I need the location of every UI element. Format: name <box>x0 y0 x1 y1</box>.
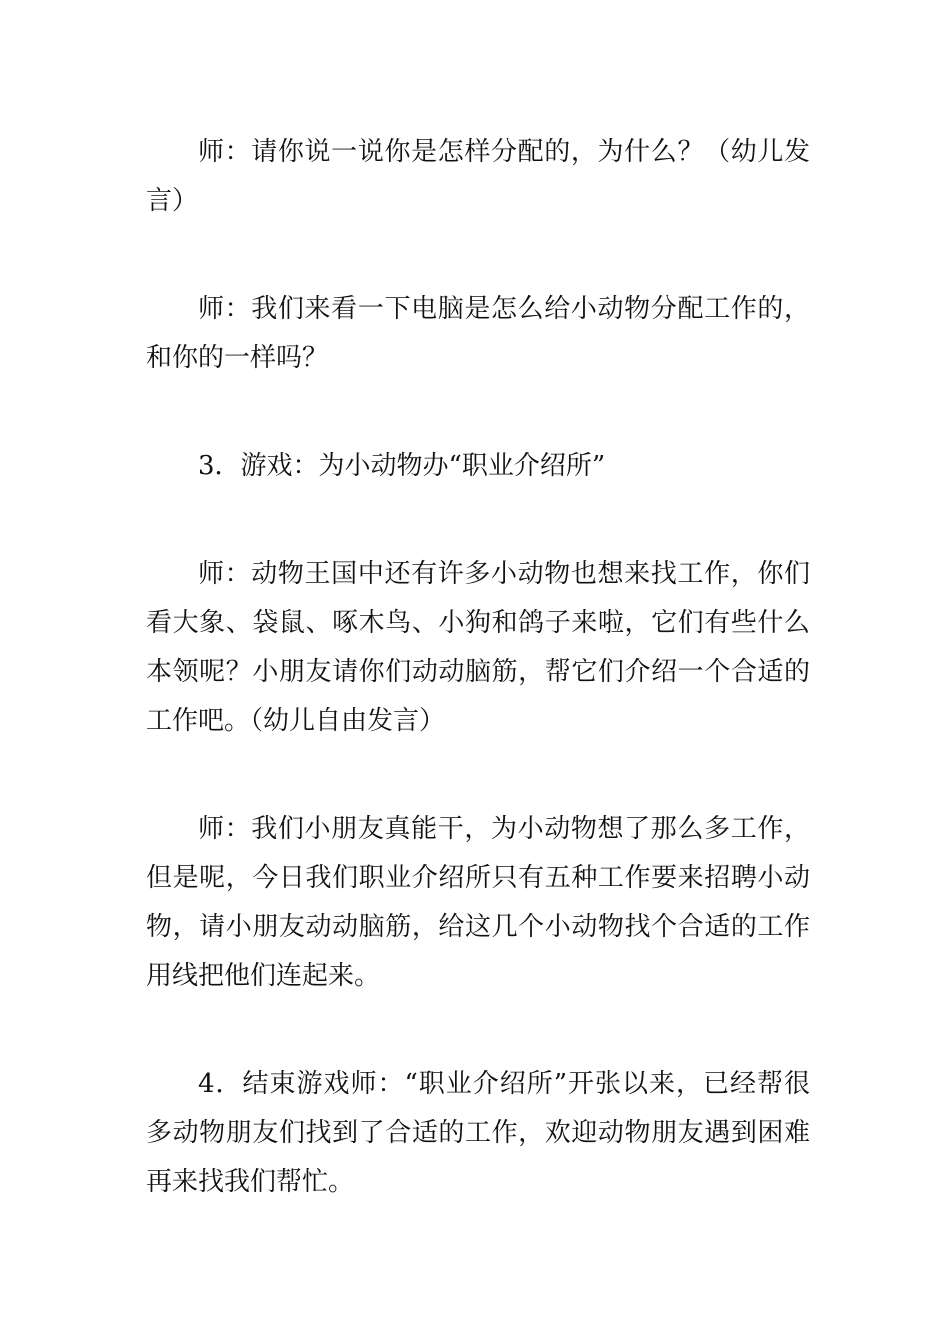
paragraph-job-matching: 师：我们小朋友真能干，为小动物想了那么多工作，但是呢，今日我们职业介绍所只有五种工作要来招聘小动物，请小朋友动动脑筋，给这几个小动物找个合适的工作用线把他们连起来。 <box>146 814 810 991</box>
paragraph-computer-assignment: 师：我们来看一下电脑是怎么给小动物分配工作的，和你的一样吗？ <box>146 294 810 373</box>
document-body <box>146 128 810 1207</box>
paragraph-animal-kingdom: 师：动物王国中还有许多小动物也想来找工作，你们看大象、袋鼠、啄木鸟、小狗和鸽子来啦，它们有些什么本领呢？小朋友请你们动动脑筋，帮它们介绍一个合适的工作吧。（幼儿自由发言） <box>146 559 810 736</box>
paragraph-teacher-question: 师：请你说一说你是怎样分配的，为什么？（幼儿发言） <box>146 137 810 216</box>
paragraph-end-game: 4．结束游戏师：“职业介绍所”开张以来，已经帮很多动物朋友们找到了合适的工作，欢迎动物朋友遇到困难再来找我们帮忙。 <box>146 1069 810 1197</box>
section-heading-game: 3．游戏：为小动物办“职业介绍所” <box>198 451 606 481</box>
